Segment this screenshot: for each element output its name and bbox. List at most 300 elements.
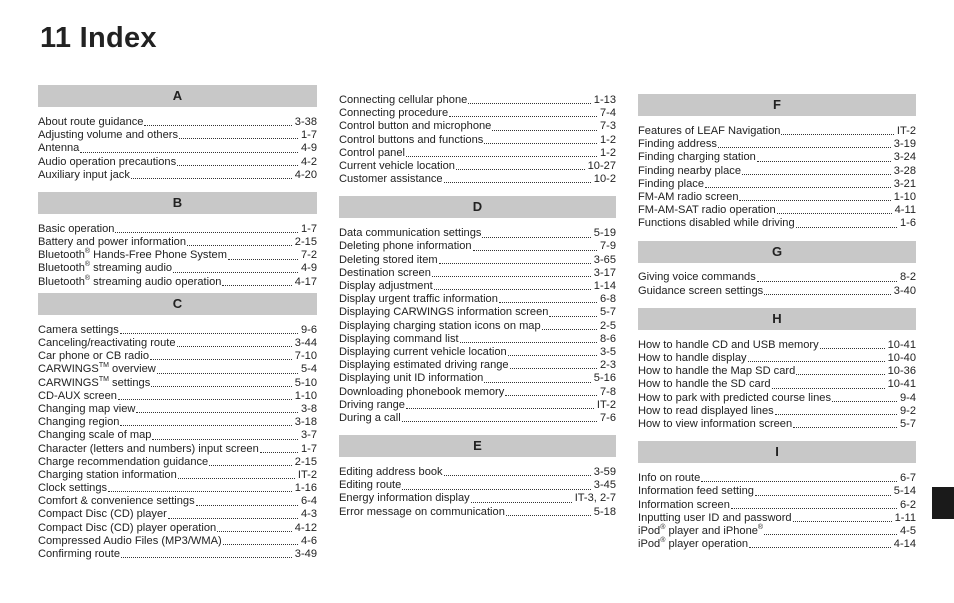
- entry-topic: [38, 236, 186, 249]
- entry-page-ref: 7-3: [599, 120, 616, 133]
- entry-topic: [38, 223, 114, 236]
- entry-topic-text: FM-AM-SAT radio operation: [638, 204, 776, 217]
- entry-topic-text: Bluetooth: [38, 262, 85, 275]
- entries-c-continued: [339, 94, 616, 186]
- entry-page-ref: 6-2: [899, 498, 916, 511]
- index-entry[interactable]: [339, 107, 616, 120]
- dot-leader: [505, 395, 597, 396]
- entry-topic-text: Energy information display: [339, 492, 470, 505]
- index-entry[interactable]: [38, 169, 317, 182]
- dot-leader: [217, 531, 292, 532]
- entry-topic: [38, 169, 130, 182]
- index-entry[interactable]: [638, 472, 916, 485]
- entry-page-ref: 3-19: [893, 138, 916, 151]
- entry-topic-text: During a call: [339, 411, 401, 424]
- dot-leader: [187, 245, 292, 246]
- entry-topic-text: Control panel: [339, 146, 405, 159]
- dot-leader: [121, 557, 292, 558]
- entry-page-ref: 1-10: [893, 190, 916, 203]
- entries-i: [638, 472, 916, 551]
- entry-topic: [38, 456, 208, 469]
- entry-page-ref: 7-9: [599, 240, 616, 253]
- index-entry[interactable]: [38, 522, 317, 535]
- entry-topic: [638, 165, 741, 178]
- entry-topic-text: Display adjustment: [339, 280, 433, 293]
- entry-superscript: ®: [757, 523, 764, 531]
- entry-page-ref: 3-8: [300, 402, 317, 415]
- entry-topic-text: About route guidance: [38, 115, 144, 128]
- index-entry[interactable]: [339, 412, 616, 425]
- dot-leader: [120, 333, 298, 334]
- entry-topic: [38, 508, 167, 521]
- entry-topic-text: How to park with predicted course lines: [638, 391, 831, 404]
- entry-superscript: ®: [660, 537, 666, 545]
- dot-leader: [402, 421, 597, 422]
- entry-page-ref: IT-2: [596, 398, 616, 411]
- entry-topic: [339, 479, 401, 492]
- entry-topic-text: Audio operation precautions: [38, 155, 177, 168]
- dot-leader: [179, 138, 298, 139]
- entry-topic: [339, 306, 548, 319]
- dot-leader: [506, 515, 591, 516]
- index-entry[interactable]: [38, 142, 317, 155]
- index-entry[interactable]: [38, 337, 317, 350]
- index-entry[interactable]: [339, 134, 616, 147]
- entry-topic-text: Adjusting volume and others: [38, 129, 178, 142]
- index-entry[interactable]: [339, 280, 616, 293]
- entry-topic-text: Connecting procedure: [339, 107, 449, 120]
- index-entry[interactable]: [638, 352, 916, 365]
- index-entry[interactable]: [638, 512, 916, 525]
- entry-page-ref: 4-12: [294, 521, 317, 534]
- entry-topic-text: Character (letters and numbers) input screen: [38, 442, 259, 455]
- entry-page-ref: 3-18: [294, 416, 317, 429]
- index-entry[interactable]: [339, 227, 616, 240]
- entry-topic: [38, 156, 176, 169]
- entry-topic: [339, 399, 405, 412]
- entry-topic-text: streaming audio: [90, 262, 173, 275]
- dot-leader: [177, 165, 298, 166]
- entries-h: [638, 339, 916, 431]
- index-entry[interactable]: [38, 443, 317, 456]
- entry-topic: [339, 293, 498, 306]
- entry-page-ref: 1-2: [599, 133, 616, 146]
- entry-page-ref: 2-15: [294, 455, 317, 468]
- entry-page-ref: 3-45: [593, 479, 616, 492]
- entry-page-ref: 7-6: [599, 411, 616, 424]
- dot-leader: [456, 169, 585, 170]
- index-column-2: [339, 94, 616, 519]
- index-entry[interactable]: [339, 293, 616, 306]
- entry-topic: [38, 522, 216, 535]
- index-entry[interactable]: [38, 469, 317, 482]
- dot-leader: [444, 475, 591, 476]
- index-entry[interactable]: [38, 509, 317, 522]
- entry-topic-text: settings: [108, 376, 151, 389]
- entries-b: [38, 223, 317, 289]
- entry-topic-text: Connecting cellular phone: [339, 93, 468, 106]
- entry-page-ref: 1-7: [300, 129, 317, 142]
- dot-leader: [473, 250, 597, 251]
- entry-topic-text: Features of LEAF Navigation: [638, 124, 781, 137]
- index-entry[interactable]: [38, 377, 317, 390]
- dot-leader: [764, 294, 891, 295]
- dot-leader: [157, 373, 298, 374]
- entry-page-ref: 9-4: [899, 391, 916, 404]
- index-entry[interactable]: [38, 276, 317, 289]
- index-entry[interactable]: [638, 538, 916, 551]
- entry-topic: [339, 147, 405, 160]
- entry-superscript: ®: [84, 274, 91, 282]
- entry-topic-text: Compressed Audio Files (MP3/WMA): [38, 534, 222, 547]
- index-entry[interactable]: [38, 535, 317, 548]
- entry-topic: [638, 151, 756, 164]
- index-entry[interactable]: [339, 306, 616, 319]
- entry-topic-text: Auxiliary input jack: [38, 168, 130, 181]
- entry-page-ref: 7-4: [599, 107, 616, 120]
- dot-leader: [402, 489, 590, 490]
- entry-topic-text: Editing route: [339, 479, 402, 492]
- entry-topic-text: Compact Disc (CD) player operation: [38, 521, 217, 534]
- entry-page-ref: 4-5: [899, 524, 916, 537]
- index-entry[interactable]: [38, 263, 317, 276]
- index-entry[interactable]: [638, 151, 916, 164]
- entry-topic-text: How to handle CD and USB memory: [638, 338, 819, 351]
- index-entry[interactable]: [38, 249, 317, 262]
- index-entry[interactable]: [339, 372, 616, 385]
- entry-topic: [638, 365, 795, 378]
- dot-leader: [108, 491, 292, 492]
- dot-leader: [775, 414, 897, 415]
- index-entry[interactable]: [38, 416, 317, 429]
- entry-superscript: TM: [98, 362, 109, 370]
- entry-topic: [339, 359, 509, 372]
- entries-a: [38, 116, 317, 182]
- entry-page-ref: 5-14: [893, 485, 916, 498]
- entry-topic-text: Destination screen: [339, 266, 431, 279]
- entry-topic-text: streaming audio operation: [90, 275, 222, 288]
- dot-leader: [701, 481, 897, 482]
- entry-topic: [339, 386, 504, 399]
- index-entry[interactable]: [339, 479, 616, 492]
- section-header-f: F: [638, 94, 916, 116]
- entry-topic-text: Compact Disc (CD) player: [38, 508, 167, 521]
- entry-topic: [339, 412, 401, 425]
- index-entry[interactable]: [339, 399, 616, 412]
- index-entry[interactable]: [38, 223, 317, 236]
- dot-leader: [150, 359, 292, 360]
- dot-leader: [168, 518, 298, 519]
- dot-leader: [731, 508, 897, 509]
- entry-page-ref: 7-2: [300, 249, 317, 262]
- index-entry[interactable]: [38, 548, 317, 561]
- index-entry[interactable]: [38, 403, 317, 416]
- entry-topic-text: Charging station information: [38, 468, 177, 481]
- dot-leader: [508, 355, 597, 356]
- dot-leader: [260, 452, 298, 453]
- entry-topic-text: Finding address: [638, 138, 717, 151]
- dot-leader: [178, 478, 295, 479]
- entry-topic: [38, 416, 119, 429]
- dot-leader: [705, 187, 891, 188]
- entry-topic-text: CARWINGS: [38, 376, 99, 389]
- entry-page-ref: 9-6: [300, 323, 317, 336]
- entry-topic-text: Changing scale of map: [38, 429, 152, 442]
- dot-leader: [757, 161, 891, 162]
- entry-topic: [638, 405, 774, 418]
- index-entry[interactable]: [38, 129, 317, 142]
- entry-topic: [339, 94, 467, 107]
- entry-page-ref: 3-17: [593, 266, 616, 279]
- entry-topic-text: Displaying current vehicle location: [339, 345, 507, 358]
- dot-leader: [499, 302, 597, 303]
- index-entry[interactable]: [38, 390, 317, 403]
- index-entry[interactable]: [638, 178, 916, 191]
- entry-topic: [638, 392, 831, 405]
- entry-topic: [38, 142, 79, 155]
- dot-leader: [492, 130, 597, 131]
- entry-topic: [38, 535, 222, 548]
- entry-page-ref: 10-40: [887, 352, 916, 365]
- entry-superscript: ®: [84, 261, 91, 269]
- index-entry[interactable]: [339, 466, 616, 479]
- entry-topic-text: Displaying CARWINGS information screen: [339, 306, 549, 319]
- entry-topic: [638, 125, 780, 138]
- index-entry[interactable]: [638, 339, 916, 352]
- entry-page-ref: 5-10: [294, 376, 317, 389]
- index-column-3: [638, 94, 916, 551]
- dot-leader: [228, 259, 298, 260]
- index-entry[interactable]: [339, 386, 616, 399]
- entry-topic: [38, 443, 259, 456]
- entries-f: [638, 125, 916, 231]
- entry-topic: [38, 249, 227, 262]
- entry-topic-text: Displaying estimated driving range: [339, 359, 509, 372]
- dot-leader: [173, 272, 298, 273]
- entry-topic-text: Confirming route: [38, 548, 121, 561]
- entry-topic-text: Giving voice commands: [638, 271, 756, 284]
- entry-topic: [638, 138, 717, 151]
- dot-leader: [120, 425, 291, 426]
- entry-page-ref: 1-13: [593, 93, 616, 106]
- index-entry[interactable]: [339, 320, 616, 333]
- entry-topic: [38, 129, 178, 142]
- index-entry[interactable]: [638, 204, 916, 217]
- entry-page-ref: 3-44: [294, 337, 317, 350]
- entry-topic-text: Deleting stored item: [339, 253, 438, 266]
- entry-page-ref: 3-40: [893, 284, 916, 297]
- dot-leader: [460, 342, 597, 343]
- entry-page-ref: 4-3: [300, 508, 317, 521]
- entry-topic-text: Changing map view: [38, 402, 136, 415]
- index-entry[interactable]: [638, 378, 916, 391]
- dot-leader: [781, 134, 893, 135]
- dot-leader: [748, 361, 885, 362]
- dot-leader: [796, 227, 897, 228]
- section-header-e: E: [339, 435, 616, 457]
- entry-topic: [339, 160, 455, 173]
- entries-g: [638, 272, 916, 298]
- entry-topic-text: Deleting phone information: [339, 240, 472, 253]
- index-entry[interactable]: [38, 350, 317, 363]
- entry-page-ref: 1-2: [599, 146, 616, 159]
- index-entry[interactable]: [638, 165, 916, 178]
- entry-topic: [38, 377, 150, 390]
- entry-topic-text: Displaying charging station icons on map: [339, 319, 541, 332]
- index-entry[interactable]: [38, 363, 317, 376]
- entry-topic-text: Displaying command list: [339, 332, 459, 345]
- index-entry[interactable]: [339, 359, 616, 372]
- index-entry[interactable]: [339, 160, 616, 173]
- dot-leader: [484, 143, 597, 144]
- index-entry[interactable]: [38, 482, 317, 495]
- dot-leader: [484, 382, 590, 383]
- dot-leader: [151, 386, 292, 387]
- entry-topic-text: Car phone or CB radio: [38, 350, 149, 363]
- entry-topic: [339, 240, 472, 253]
- dot-leader: [196, 505, 298, 506]
- index-entry[interactable]: [339, 254, 616, 267]
- index-entry[interactable]: [339, 241, 616, 254]
- entry-topic-text: Customer assistance: [339, 173, 443, 186]
- entry-page-ref: 6-7: [899, 472, 916, 485]
- entry-page-ref: 8-2: [899, 271, 916, 284]
- dot-leader: [742, 174, 891, 175]
- entry-page-ref: 1-14: [593, 280, 616, 293]
- entry-topic: [638, 418, 792, 431]
- dot-leader: [718, 147, 891, 148]
- entry-page-ref: 1-10: [294, 389, 317, 402]
- index-entry[interactable]: [638, 272, 916, 285]
- dot-leader: [772, 388, 885, 389]
- entry-page-ref: 5-19: [593, 227, 616, 240]
- entry-topic: [38, 116, 143, 129]
- entry-page-ref: 3-21: [893, 177, 916, 190]
- index-entry[interactable]: [638, 125, 916, 138]
- dot-leader: [468, 103, 590, 104]
- entry-page-ref: IT-2: [896, 124, 916, 137]
- index-entry[interactable]: [339, 333, 616, 346]
- entry-page-ref: 4-14: [893, 538, 916, 551]
- index-entry[interactable]: [638, 217, 916, 230]
- index-entry[interactable]: [638, 525, 916, 538]
- index-entry[interactable]: [339, 267, 616, 280]
- entry-page-ref: 2-3: [599, 359, 616, 372]
- entry-topic: [38, 469, 177, 482]
- entry-topic-text: Editing address book: [339, 466, 443, 479]
- index-entry[interactable]: [38, 495, 317, 508]
- entry-topic-text: Finding place: [638, 177, 704, 190]
- index-entry[interactable]: [638, 499, 916, 512]
- entry-topic-text: Bluetooth: [38, 249, 85, 262]
- dot-leader: [755, 495, 891, 496]
- entry-page-ref: 10-36: [887, 365, 916, 378]
- entry-topic: [638, 378, 771, 391]
- index-entry[interactable]: [339, 173, 616, 186]
- index-entry[interactable]: [339, 506, 616, 519]
- entry-topic-text: overview: [108, 363, 156, 376]
- index-entry[interactable]: [339, 147, 616, 160]
- entry-page-ref: 3-59: [593, 466, 616, 479]
- entry-page-ref: 3-5: [599, 345, 616, 358]
- entry-topic: [339, 506, 505, 519]
- entry-topic: [38, 482, 107, 495]
- entry-topic: [339, 173, 443, 186]
- index-entry[interactable]: [38, 456, 317, 469]
- index-entry[interactable]: [638, 285, 916, 298]
- entry-topic-text: CARWINGS: [38, 363, 99, 376]
- entries-d: [339, 227, 616, 425]
- entry-topic-text: Charge recommendation guidance: [38, 455, 209, 468]
- dot-leader: [115, 232, 297, 233]
- entry-topic: [638, 339, 819, 352]
- dot-leader: [432, 276, 591, 277]
- index-entry[interactable]: [38, 156, 317, 169]
- entry-page-ref: 4-9: [300, 262, 317, 275]
- entry-topic-text: Control buttons and functions: [339, 133, 484, 146]
- entry-page-ref: 5-7: [599, 306, 616, 319]
- dot-leader: [820, 348, 885, 349]
- dot-leader: [144, 125, 291, 126]
- index-entry[interactable]: [638, 392, 916, 405]
- entry-topic: [38, 390, 117, 403]
- entry-page-ref: 4-20: [294, 168, 317, 181]
- entry-topic-text: Bluetooth: [38, 275, 85, 288]
- index-entry[interactable]: [638, 138, 916, 151]
- page-title: 11 Index: [40, 22, 157, 54]
- index-entry[interactable]: [339, 94, 616, 107]
- entry-topic-text: CD-AUX screen: [38, 389, 117, 402]
- entry-page-ref: 4-11: [894, 204, 916, 217]
- index-entry[interactable]: [638, 418, 916, 431]
- entry-topic-text: Downloading phonebook memory: [339, 385, 505, 398]
- index-entry[interactable]: [638, 365, 916, 378]
- entry-topic-text: Clock settings: [38, 482, 108, 495]
- entry-topic-text: Displaying unit ID information: [339, 372, 484, 385]
- index-entry[interactable]: [38, 324, 317, 337]
- entry-topic-text: Information screen: [638, 498, 730, 511]
- entries-c: [38, 324, 317, 561]
- index-entry[interactable]: [38, 429, 317, 442]
- dot-leader: [796, 374, 884, 375]
- index-entry[interactable]: [38, 116, 317, 129]
- section-header-i: I: [638, 441, 916, 463]
- index-entry[interactable]: [638, 485, 916, 498]
- index-entry[interactable]: [339, 493, 616, 506]
- entry-superscript: ®: [660, 523, 666, 531]
- dot-leader: [757, 281, 897, 282]
- dot-leader: [739, 200, 890, 201]
- entry-topic-text: Canceling/reactivating route: [38, 337, 176, 350]
- entry-topic-text: Camera settings: [38, 323, 119, 336]
- dot-leader: [406, 156, 597, 157]
- dot-leader: [434, 289, 591, 290]
- dot-leader: [471, 502, 572, 503]
- dot-leader: [223, 544, 298, 545]
- entry-page-ref: 3-28: [893, 164, 916, 177]
- entry-topic: [38, 262, 172, 275]
- entry-topic: [38, 324, 119, 337]
- index-entry[interactable]: [638, 191, 916, 204]
- index-entry[interactable]: [339, 120, 616, 133]
- index-entry[interactable]: [339, 346, 616, 359]
- entry-page-ref: 3-24: [893, 151, 916, 164]
- entry-topic: [339, 466, 443, 479]
- entry-page-ref: 1-6: [899, 217, 916, 230]
- index-entry[interactable]: [638, 405, 916, 418]
- index-entry[interactable]: [38, 236, 317, 249]
- entry-topic: [638, 472, 700, 485]
